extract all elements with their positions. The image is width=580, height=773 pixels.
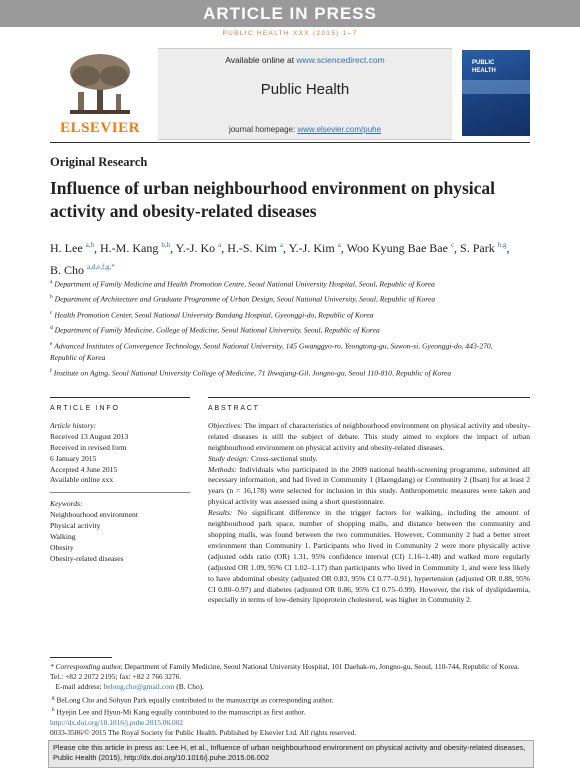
history-heading: Article history: — [50, 420, 97, 430]
abstract-objectives: Objectives: The impact of characteristics of neighbourhood environment on physical activity and obesity-related diseases is still the subject of debate. This study aimed to explore the impact of urban neighbourhood environment on physical activity and obesity-related diseases. — [208, 420, 530, 452]
affiliation-item: $^c$ Health Promotion Center, Seoul National University Bundang Hospital, Gyeonggi-do, Republic of Korea — [50, 309, 374, 320]
affiliation-item: $^d$ Department of Family Medicine, College of Medicine, Seoul National University, Seoul, Republic of Korea — [50, 325, 380, 335]
cover-title-line2: HEALTH — [472, 68, 496, 74]
email-link[interactable]: belong.cho@gmail.com — [103, 682, 175, 692]
abstract-heading: ABSTRACT — [208, 405, 260, 412]
author-affiliation-marker[interactable]: a — [218, 241, 222, 249]
author-affiliation-marker[interactable]: a — [337, 241, 341, 249]
doi-link[interactable]: http://dx.doi.org/10.1016/j.puhe.2015.06.002 — [50, 717, 184, 727]
keyword-item: Neighbourhood environment — [50, 510, 138, 520]
affiliation-item: $^f$ Institute on Aging, Seoul National University College of Medicine, 71 Ihwajang-Gil, Jongno-gu, Seoul 110-810, Republic of Korea — [50, 367, 452, 378]
journal-homepage-link[interactable]: www.elsevier.com/puhe — [297, 125, 382, 134]
history-item: Accepted 4 June 2015 — [50, 464, 118, 474]
abstract-design: Study design: Cross-sectional study. — [208, 453, 318, 463]
author-name[interactable]: H.-S. Kim $^a$ — [227, 241, 283, 255]
available-online: Available online at www.sciencedirect.com — [225, 55, 385, 65]
history-item: Received in revised form — [50, 442, 127, 452]
author-affiliation-marker[interactable]: c — [450, 241, 455, 249]
author-affiliation-marker[interactable]: a,h — [85, 241, 95, 249]
author-affiliation-marker[interactable]: b,g — [497, 241, 507, 249]
journal-info-box — [158, 48, 452, 140]
copyright-line: 0033-3506/© 2015 The Royal Society for Public Health. Published by Elsevier Ltd. All rights reserved. — [50, 728, 357, 738]
author-name[interactable]: B. Cho $^{a,d,e,f,g,*}$ — [50, 263, 115, 277]
keyword-item: Walking — [50, 532, 76, 542]
author-name[interactable]: H. Lee $^{a,h}$ — [50, 241, 95, 255]
author-name[interactable]: Woo Kyung Bae Bae $^c$ — [346, 241, 455, 255]
affiliation-item: $^a$ Department of Family Medicine and Health Promotion Centre, Seoul National University Hospital, Seoul, Republic of Korea — [50, 279, 435, 289]
cover-stripe — [462, 80, 530, 94]
footnotes — [50, 662, 530, 738]
corresponding-author-note: * Corresponding author. Department of Family Medicine, Seoul National University Hospital, 101 Daehak-ro, Jongno-gu, Seoul, 110-744, Republic of Korea. Tel.: +82 2 2072 2195; fax: +82 2 766 3276. — [50, 662, 520, 682]
keyword-item: Obesity — [50, 542, 74, 552]
affiliation-item: $^e$ Advanced Institutes of Convergence Technology, Seoul National University, 145 Gwanggyo-ro, Yeongtong-gu, Suwon-si, Gyeonggi-do, 443-270, Republic of Korea — [50, 340, 493, 362]
abstract-results: Results: No significant difference in the trigger factors for walking, including the amount of neighbourhood park space, number of shopping malls, and distance between the community and shopping malls, was found between the two communities. However, Community 2 had a better street environment than Community 1. Participants who lived in Community 2 were more physically active (adjusted odds ratio (OR) 1.31, 95% confidence interval (CI) 1.16–1.48) and walked more regularly (adjusted OR 1.09, 95% CI 1.02–1.17) than participants who lived in Community 1, and were less likely to have abdominal obesity (adjusted OR 0.83, 95% CI 0.77–0.91), hypertension (adjusted OR 0.88, 95% CI 0.80–0.97) and diabetes (adjusted OR 0.86, 95% CI 0.75–0.99). However, the risk of dyslipidaemia, especially in terms of low-density lipoprotein cholesterol, was higher in Community 2. — [208, 508, 530, 605]
abstract-divider — [208, 397, 530, 398]
history-list — [50, 432, 200, 487]
elsevier-wordmark: ELSEVIER — [60, 120, 140, 136]
article-info-divider — [50, 397, 190, 398]
citation-box: Please cite this article in press as: Lee H, et al., Influence of urban neighbourhood environment on physical activity and obesity-related diseases, Public Health (2015), http://dx.doi.org/10.1016/j.puhe.2015.06.002 — [48, 740, 534, 768]
author-affiliation-marker[interactable]: a — [279, 241, 283, 249]
keywords-heading: Keywords: — [50, 499, 83, 509]
elsevier-logo[interactable] — [50, 48, 150, 138]
author-name[interactable]: Y.-J. Ko $^a$ — [175, 241, 222, 255]
journal-title: Public Health — [260, 81, 350, 98]
abstract-methods: Methods: Individuals who participated in the 2009 national health-screening programme, submitted all necessary information, and had lived in Community 1 (Haengdang) or Community 2 (Ilsan) for at least 2 years (n = 16,178) were selected for inclusion in this study. Anthropometric measures were taken and physical activity was assessed using a short questionnaire. — [208, 464, 530, 507]
journal-homepage: journal homepage: www.elsevier.com/puhe — [228, 125, 382, 134]
footnote-g: $^g$ BeLong Cho and Sohyun Park equally contributed to the manuscript as corresponding author. — [51, 694, 334, 705]
keywords-list — [50, 510, 200, 565]
history-item: Received 13 August 2013 — [50, 431, 129, 441]
author-affiliation-marker[interactable]: b,h — [161, 241, 171, 249]
email-note: E-mail address: belong.cho@gmail.com (B. Cho). — [55, 682, 204, 692]
abstract — [208, 404, 530, 606]
keyword-item: Obesity-related diseases — [50, 553, 124, 563]
affiliations — [50, 277, 520, 381]
sciencedirect-link[interactable]: www.sciencedirect.com — [296, 55, 385, 65]
info-separator — [50, 492, 190, 493]
article-info-heading: ARTICLE INFO — [50, 405, 120, 412]
section-type: Original Research — [50, 155, 148, 169]
author-affiliation-marker[interactable]: a,d,e,f,g,* — [87, 263, 115, 271]
footnote-h: $^h$ Hyejin Lee and Hyun-Mi Kang equally contributed to the manuscript as first author. — [51, 707, 306, 717]
article-title: Influence of urban neighbourhood environment on physical activity and obesity-related diseases — [50, 178, 496, 221]
author-name[interactable]: S. Park $^{b,g}$ — [460, 241, 507, 255]
history-item: 6 January 2015 — [50, 453, 97, 463]
journal-cover-image[interactable] — [462, 50, 530, 136]
elsevier-tree-icon — [64, 52, 136, 118]
history-item: Available online xxx — [50, 475, 114, 485]
affiliation-item: $^b$ Department of Architecture and Graduate Programme of Urban Design, Seoul National University, Seoul, Republic of Korea — [50, 294, 436, 304]
author-list: H. Lee $^{a,h}$, H.-M. Kang $^{b,h}$, Y.-J. Ko $^a$, H.-S. Kim $^a$, Y.-J. Kim $^a$, Woo Kyung Bae Bae $^c$, S. Park $^{b,g}$, B. Cho $^{a,d,e,f,g,*}$ — [50, 241, 510, 277]
keyword-item: Physical activity — [50, 521, 101, 531]
author-name[interactable]: Y.-J. Kim $^a$ — [288, 241, 341, 255]
journal-header — [50, 48, 530, 138]
cover-title-line1: PUBLIC — [472, 60, 495, 66]
running-head: PUBLIC HEALTH XXX (2015) 1–7 — [222, 30, 358, 37]
footnote-divider — [50, 657, 112, 658]
article-info — [50, 404, 200, 565]
article-in-press-banner: ARTICLE IN PRESS — [0, 0, 580, 27]
author-name[interactable]: H.-M. Kang $^{b,h}$ — [100, 241, 171, 255]
doi-line — [50, 718, 530, 728]
header-divider — [50, 142, 530, 143]
